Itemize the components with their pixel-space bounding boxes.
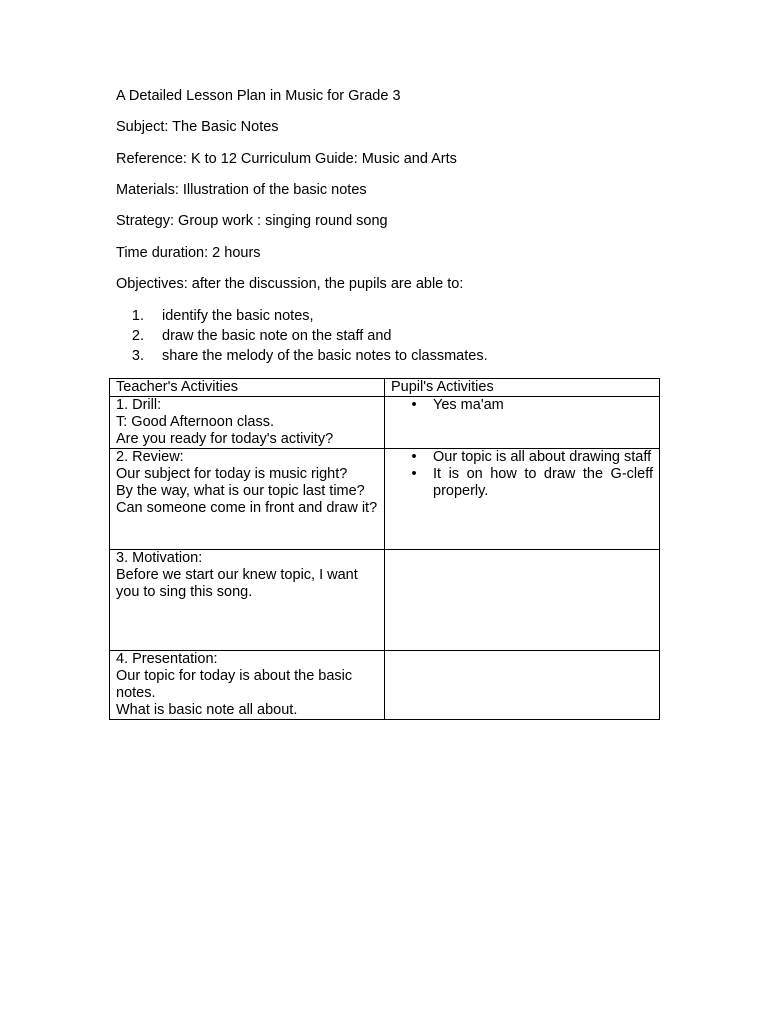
table-row [110, 397, 660, 449]
objective-item: 2. draw the basic note on the staff and [131, 328, 392, 344]
lesson-title: A Detailed Lesson Plan in Music for Grade 3 [116, 88, 401, 104]
bullet-icon: • [411, 449, 417, 465]
teacher-cell-drill: 1. Drill: T: Good Afternoon class. Are you ready for today's activity? [110, 397, 385, 449]
activities-table [109, 378, 660, 720]
list-item: • It is on how to draw the G-cleff properly. [391, 466, 653, 500]
list-item: • Yes ma'am [391, 397, 653, 414]
pupil-activities-header: Pupil's Activities [385, 379, 660, 397]
pupil-cell-review [385, 449, 660, 550]
objectives-intro: Objectives: after the discussion, the pupils are able to: [116, 276, 464, 292]
table-row [110, 449, 660, 550]
objective-item: 1. identify the basic notes, [131, 308, 314, 324]
table-row [110, 550, 660, 651]
objective-item: 3. share the melody of the basic notes to classmates. [131, 348, 488, 364]
materials-line: Materials: Illustration of the basic notes [116, 182, 367, 198]
pupil-cell-motivation [385, 550, 660, 651]
table-header-row [110, 379, 660, 397]
strategy-line: Strategy: Group work : singing round song [116, 213, 388, 229]
bullet-icon: • [411, 466, 417, 482]
objectives-list [116, 306, 488, 366]
teacher-cell-review: 2. Review: Our subject for today is music right? By the way, what is our topic last time? Can someone come in front and draw it? [110, 449, 385, 550]
bullet-icon: • [411, 397, 417, 413]
teacher-cell-motivation: 3. Motivation: Before we start our knew topic, I want you to sing this song. [110, 550, 385, 651]
subject-line: Subject: The Basic Notes [116, 119, 279, 135]
list-item: • Our topic is all about drawing staff [391, 449, 653, 466]
table-row [110, 651, 660, 720]
teacher-cell-presentation: 4. Presentation: Our topic for today is about the basic notes. What is basic note all about. [110, 651, 385, 720]
teacher-activities-header: Teacher's Activities [110, 379, 385, 397]
reference-line: Reference: K to 12 Curriculum Guide: Music and Arts [116, 151, 457, 167]
time-duration-line: Time duration: 2 hours [116, 245, 261, 261]
pupil-cell-drill [385, 397, 660, 449]
pupil-cell-presentation [385, 651, 660, 720]
